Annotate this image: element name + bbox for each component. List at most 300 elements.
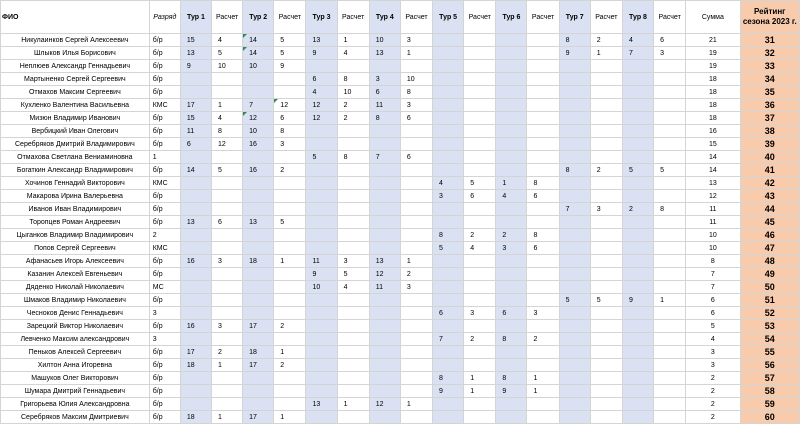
cell-tour-1[interactable]: [180, 177, 211, 190]
cell-calc-8[interactable]: [654, 411, 686, 424]
cell-sum[interactable]: 3: [686, 359, 740, 372]
cell-tour-6[interactable]: [496, 268, 527, 281]
cell-rank[interactable]: 38: [740, 125, 800, 138]
cell-calc-6[interactable]: [527, 86, 559, 99]
cell-tour-1[interactable]: [180, 268, 211, 281]
cell-razryad[interactable]: б/р: [149, 164, 180, 177]
cell-tour-8[interactable]: [622, 99, 653, 112]
cell-calc-4[interactable]: [400, 281, 432, 294]
cell-tour-2[interactable]: [243, 411, 274, 424]
cell-tour-2[interactable]: [243, 60, 274, 73]
cell-calc-8[interactable]: [654, 229, 686, 242]
cell-rank[interactable]: 51: [740, 294, 800, 307]
cell-calc-2[interactable]: [274, 346, 306, 359]
cell-razryad[interactable]: б/р: [149, 86, 180, 99]
cell-rank[interactable]: 44: [740, 203, 800, 216]
cell-calc-1[interactable]: [212, 138, 243, 151]
cell-tour-2[interactable]: [243, 307, 274, 320]
cell-calc-6[interactable]: [527, 190, 559, 203]
cell-tour-1[interactable]: [180, 346, 211, 359]
cell-sum[interactable]: 11: [686, 203, 740, 216]
cell-tour-2[interactable]: [243, 255, 274, 268]
cell-calc-7[interactable]: [590, 125, 622, 138]
cell-tour-7[interactable]: [559, 385, 590, 398]
cell-tour-2[interactable]: [243, 372, 274, 385]
cell-tour-5[interactable]: [433, 216, 464, 229]
cell-calc-6[interactable]: [527, 294, 559, 307]
cell-tour-5[interactable]: [433, 385, 464, 398]
cell-calc-6[interactable]: [527, 398, 559, 411]
cell-calc-6[interactable]: [527, 307, 559, 320]
cell-calc-8[interactable]: [654, 86, 686, 99]
cell-calc-8[interactable]: [654, 164, 686, 177]
cell-calc-1[interactable]: [212, 99, 243, 112]
cell-tour-6[interactable]: [496, 190, 527, 203]
cell-tour-1[interactable]: [180, 385, 211, 398]
cell-calc-3[interactable]: [337, 294, 369, 307]
cell-tour-8[interactable]: [622, 268, 653, 281]
cell-tour-6[interactable]: [496, 229, 527, 242]
cell-calc-7[interactable]: [590, 242, 622, 255]
cell-rank[interactable]: 35: [740, 86, 800, 99]
cell-calc-7[interactable]: [590, 190, 622, 203]
cell-calc-3[interactable]: [337, 112, 369, 125]
cell-calc-1[interactable]: [212, 268, 243, 281]
cell-tour-1[interactable]: [180, 307, 211, 320]
cell-tour-8[interactable]: [622, 281, 653, 294]
cell-tour-1[interactable]: [180, 190, 211, 203]
cell-rank[interactable]: 53: [740, 320, 800, 333]
cell-calc-4[interactable]: [400, 411, 432, 424]
cell-tour-5[interactable]: [433, 177, 464, 190]
cell-calc-1[interactable]: [212, 281, 243, 294]
cell-tour-5[interactable]: [433, 320, 464, 333]
cell-name[interactable]: Торопцев Роман Андреевич: [1, 216, 150, 229]
cell-calc-7[interactable]: [590, 307, 622, 320]
cell-calc-8[interactable]: [654, 307, 686, 320]
cell-calc-2[interactable]: [274, 190, 306, 203]
cell-name[interactable]: Серебряков Дмитрий Владимирович: [1, 138, 150, 151]
cell-tour-5[interactable]: [433, 229, 464, 242]
cell-razryad[interactable]: б/р: [149, 190, 180, 203]
cell-razryad[interactable]: б/р: [149, 385, 180, 398]
cell-calc-7[interactable]: [590, 177, 622, 190]
cell-tour-8[interactable]: [622, 255, 653, 268]
cell-calc-8[interactable]: [654, 151, 686, 164]
cell-name[interactable]: Шмаков Владимир Николаевич: [1, 294, 150, 307]
cell-tour-4[interactable]: [369, 255, 400, 268]
cell-razryad[interactable]: б/р: [149, 138, 180, 151]
cell-calc-6[interactable]: [527, 255, 559, 268]
cell-calc-6[interactable]: [527, 60, 559, 73]
cell-tour-4[interactable]: [369, 151, 400, 164]
cell-calc-6[interactable]: [527, 73, 559, 86]
cell-tour-1[interactable]: [180, 138, 211, 151]
cell-tour-7[interactable]: [559, 177, 590, 190]
comment-indicator-icon[interactable]: [274, 99, 278, 103]
cell-tour-2[interactable]: [243, 190, 274, 203]
comment-indicator-icon[interactable]: [243, 47, 247, 51]
cell-tour-5[interactable]: [433, 255, 464, 268]
cell-calc-1[interactable]: [212, 372, 243, 385]
cell-tour-2[interactable]: [243, 268, 274, 281]
cell-calc-3[interactable]: [337, 333, 369, 346]
cell-tour-7[interactable]: [559, 112, 590, 125]
cell-calc-4[interactable]: [400, 333, 432, 346]
cell-calc-1[interactable]: [212, 359, 243, 372]
cell-calc-4[interactable]: [400, 216, 432, 229]
cell-rank[interactable]: 36: [740, 99, 800, 112]
header-tour-1[interactable]: Тур 1: [180, 1, 211, 34]
cell-sum[interactable]: 14: [686, 151, 740, 164]
cell-tour-4[interactable]: [369, 203, 400, 216]
cell-calc-1[interactable]: [212, 333, 243, 346]
cell-calc-2[interactable]: [274, 268, 306, 281]
cell-calc-8[interactable]: [654, 268, 686, 281]
cell-tour-7[interactable]: [559, 398, 590, 411]
cell-rank[interactable]: 50: [740, 281, 800, 294]
cell-tour-4[interactable]: [369, 86, 400, 99]
cell-calc-2[interactable]: [274, 242, 306, 255]
cell-tour-2[interactable]: [243, 164, 274, 177]
cell-tour-2[interactable]: [243, 47, 274, 60]
cell-rank[interactable]: 43: [740, 190, 800, 203]
cell-calc-3[interactable]: [337, 411, 369, 424]
cell-calc-7[interactable]: [590, 398, 622, 411]
cell-tour-2[interactable]: [243, 99, 274, 112]
cell-tour-5[interactable]: [433, 411, 464, 424]
cell-tour-5[interactable]: [433, 138, 464, 151]
cell-tour-2[interactable]: [243, 242, 274, 255]
cell-calc-1[interactable]: [212, 34, 243, 47]
cell-sum[interactable]: 7: [686, 281, 740, 294]
cell-rank[interactable]: 48: [740, 255, 800, 268]
cell-tour-5[interactable]: [433, 203, 464, 216]
cell-tour-8[interactable]: [622, 294, 653, 307]
cell-tour-7[interactable]: [559, 86, 590, 99]
cell-calc-2[interactable]: [274, 151, 306, 164]
cell-calc-7[interactable]: [590, 99, 622, 112]
cell-calc-3[interactable]: [337, 268, 369, 281]
header-razryad[interactable]: Разряд: [149, 1, 180, 34]
cell-calc-2[interactable]: [274, 372, 306, 385]
cell-calc-4[interactable]: [400, 203, 432, 216]
cell-tour-8[interactable]: [622, 359, 653, 372]
cell-tour-3[interactable]: [306, 346, 337, 359]
cell-tour-4[interactable]: [369, 99, 400, 112]
cell-calc-6[interactable]: [527, 268, 559, 281]
cell-calc-4[interactable]: [400, 177, 432, 190]
cell-calc-6[interactable]: [527, 34, 559, 47]
cell-calc-5[interactable]: [464, 164, 496, 177]
cell-tour-2[interactable]: [243, 398, 274, 411]
cell-tour-3[interactable]: [306, 242, 337, 255]
cell-tour-7[interactable]: [559, 268, 590, 281]
cell-rank[interactable]: 39: [740, 138, 800, 151]
cell-calc-5[interactable]: [464, 99, 496, 112]
cell-sum[interactable]: 11: [686, 216, 740, 229]
cell-name[interactable]: Серебряков Максим Дмитриевич: [1, 411, 150, 424]
cell-tour-4[interactable]: [369, 164, 400, 177]
cell-tour-8[interactable]: [622, 229, 653, 242]
cell-calc-7[interactable]: [590, 372, 622, 385]
cell-sum[interactable]: 18: [686, 73, 740, 86]
cell-tour-1[interactable]: [180, 34, 211, 47]
cell-calc-4[interactable]: [400, 255, 432, 268]
cell-rank[interactable]: 49: [740, 268, 800, 281]
cell-tour-1[interactable]: [180, 151, 211, 164]
cell-calc-4[interactable]: [400, 34, 432, 47]
cell-tour-6[interactable]: [496, 294, 527, 307]
cell-sum[interactable]: 6: [686, 294, 740, 307]
cell-tour-4[interactable]: [369, 242, 400, 255]
cell-tour-1[interactable]: [180, 411, 211, 424]
cell-tour-7[interactable]: [559, 320, 590, 333]
cell-tour-5[interactable]: [433, 333, 464, 346]
cell-tour-7[interactable]: [559, 255, 590, 268]
cell-tour-7[interactable]: [559, 138, 590, 151]
cell-calc-5[interactable]: [464, 320, 496, 333]
cell-tour-3[interactable]: [306, 255, 337, 268]
cell-calc-8[interactable]: [654, 112, 686, 125]
cell-calc-8[interactable]: [654, 216, 686, 229]
cell-calc-3[interactable]: [337, 385, 369, 398]
header-rank[interactable]: Рейтинг сезона 2023 г.: [740, 1, 800, 34]
cell-calc-1[interactable]: [212, 307, 243, 320]
cell-tour-5[interactable]: [433, 151, 464, 164]
cell-calc-2[interactable]: [274, 229, 306, 242]
cell-sum[interactable]: 19: [686, 47, 740, 60]
cell-calc-7[interactable]: [590, 320, 622, 333]
cell-tour-7[interactable]: [559, 34, 590, 47]
cell-tour-3[interactable]: [306, 307, 337, 320]
cell-tour-4[interactable]: [369, 125, 400, 138]
cell-tour-6[interactable]: [496, 281, 527, 294]
cell-calc-8[interactable]: [654, 99, 686, 112]
cell-tour-5[interactable]: [433, 190, 464, 203]
cell-calc-2[interactable]: [274, 281, 306, 294]
cell-calc-3[interactable]: [337, 177, 369, 190]
cell-calc-1[interactable]: [212, 255, 243, 268]
cell-tour-5[interactable]: [433, 346, 464, 359]
cell-tour-4[interactable]: [369, 411, 400, 424]
cell-rank[interactable]: 52: [740, 307, 800, 320]
cell-calc-5[interactable]: [464, 190, 496, 203]
cell-calc-8[interactable]: [654, 47, 686, 60]
cell-name[interactable]: Шумара Дмитрий Геннадьевич: [1, 385, 150, 398]
cell-sum[interactable]: 10: [686, 242, 740, 255]
cell-calc-3[interactable]: [337, 359, 369, 372]
header-fio[interactable]: ФИО: [1, 1, 150, 34]
cell-tour-3[interactable]: [306, 112, 337, 125]
cell-razryad[interactable]: б/р: [149, 112, 180, 125]
cell-tour-7[interactable]: [559, 216, 590, 229]
cell-tour-1[interactable]: [180, 359, 211, 372]
cell-tour-7[interactable]: [559, 229, 590, 242]
cell-calc-3[interactable]: [337, 398, 369, 411]
cell-tour-5[interactable]: [433, 294, 464, 307]
cell-tour-1[interactable]: [180, 255, 211, 268]
cell-tour-3[interactable]: [306, 47, 337, 60]
cell-calc-1[interactable]: [212, 177, 243, 190]
cell-tour-8[interactable]: [622, 346, 653, 359]
cell-tour-5[interactable]: [433, 359, 464, 372]
cell-tour-6[interactable]: [496, 34, 527, 47]
cell-tour-7[interactable]: [559, 281, 590, 294]
cell-calc-8[interactable]: [654, 346, 686, 359]
cell-calc-1[interactable]: [212, 346, 243, 359]
cell-tour-7[interactable]: [559, 242, 590, 255]
cell-name[interactable]: Никулаинков Сергей Алексеевич: [1, 34, 150, 47]
cell-tour-3[interactable]: [306, 216, 337, 229]
cell-calc-6[interactable]: [527, 320, 559, 333]
cell-calc-5[interactable]: [464, 346, 496, 359]
cell-rank[interactable]: 41: [740, 164, 800, 177]
cell-rank[interactable]: 32: [740, 47, 800, 60]
cell-calc-8[interactable]: [654, 255, 686, 268]
cell-tour-2[interactable]: [243, 385, 274, 398]
cell-calc-7[interactable]: [590, 255, 622, 268]
cell-razryad[interactable]: КМС: [149, 242, 180, 255]
cell-calc-4[interactable]: [400, 268, 432, 281]
cell-calc-8[interactable]: [654, 281, 686, 294]
cell-tour-2[interactable]: [243, 86, 274, 99]
cell-name[interactable]: Мизюн Владимир Иванович: [1, 112, 150, 125]
cell-calc-1[interactable]: [212, 151, 243, 164]
cell-calc-7[interactable]: [590, 229, 622, 242]
cell-calc-2[interactable]: [274, 125, 306, 138]
cell-name[interactable]: Хочинов Геннадий Викторович: [1, 177, 150, 190]
cell-calc-1[interactable]: [212, 411, 243, 424]
cell-calc-3[interactable]: [337, 320, 369, 333]
cell-tour-2[interactable]: [243, 203, 274, 216]
cell-tour-1[interactable]: [180, 73, 211, 86]
cell-calc-4[interactable]: [400, 242, 432, 255]
cell-sum[interactable]: 6: [686, 307, 740, 320]
cell-calc-6[interactable]: [527, 359, 559, 372]
cell-name[interactable]: Дяденко Николай Николаевич: [1, 281, 150, 294]
cell-sum[interactable]: 2: [686, 398, 740, 411]
cell-tour-6[interactable]: [496, 385, 527, 398]
cell-sum[interactable]: 16: [686, 125, 740, 138]
cell-calc-7[interactable]: [590, 47, 622, 60]
cell-tour-8[interactable]: [622, 60, 653, 73]
cell-tour-1[interactable]: [180, 242, 211, 255]
cell-tour-6[interactable]: [496, 164, 527, 177]
cell-calc-3[interactable]: [337, 216, 369, 229]
cell-calc-5[interactable]: [464, 372, 496, 385]
cell-sum[interactable]: 10: [686, 229, 740, 242]
cell-tour-4[interactable]: [369, 177, 400, 190]
cell-calc-7[interactable]: [590, 60, 622, 73]
cell-calc-5[interactable]: [464, 138, 496, 151]
cell-tour-2[interactable]: [243, 333, 274, 346]
cell-calc-4[interactable]: [400, 125, 432, 138]
cell-sum[interactable]: 2: [686, 372, 740, 385]
cell-calc-7[interactable]: [590, 151, 622, 164]
cell-calc-3[interactable]: [337, 203, 369, 216]
cell-calc-6[interactable]: [527, 112, 559, 125]
cell-razryad[interactable]: КМС: [149, 99, 180, 112]
cell-calc-1[interactable]: [212, 60, 243, 73]
cell-calc-4[interactable]: [400, 99, 432, 112]
cell-tour-3[interactable]: [306, 385, 337, 398]
cell-tour-3[interactable]: [306, 177, 337, 190]
cell-calc-6[interactable]: [527, 151, 559, 164]
cell-razryad[interactable]: б/р: [149, 411, 180, 424]
cell-calc-3[interactable]: [337, 255, 369, 268]
cell-calc-2[interactable]: [274, 294, 306, 307]
cell-name[interactable]: Зарецкий Виктор Николаевич: [1, 320, 150, 333]
cell-sum[interactable]: 12: [686, 190, 740, 203]
cell-rank[interactable]: 54: [740, 333, 800, 346]
cell-razryad[interactable]: б/р: [149, 294, 180, 307]
cell-tour-4[interactable]: [369, 60, 400, 73]
cell-calc-5[interactable]: [464, 307, 496, 320]
cell-tour-7[interactable]: [559, 73, 590, 86]
cell-razryad[interactable]: 1: [149, 151, 180, 164]
cell-calc-4[interactable]: [400, 346, 432, 359]
cell-calc-4[interactable]: [400, 86, 432, 99]
cell-sum[interactable]: 19: [686, 60, 740, 73]
cell-calc-6[interactable]: [527, 164, 559, 177]
cell-tour-6[interactable]: [496, 138, 527, 151]
cell-calc-2[interactable]: [274, 320, 306, 333]
cell-calc-4[interactable]: [400, 138, 432, 151]
cell-calc-5[interactable]: [464, 73, 496, 86]
cell-razryad[interactable]: б/р: [149, 359, 180, 372]
cell-tour-5[interactable]: [433, 34, 464, 47]
cell-calc-4[interactable]: [400, 372, 432, 385]
cell-tour-6[interactable]: [496, 177, 527, 190]
cell-name[interactable]: Хилтон Анна Игоревна: [1, 359, 150, 372]
cell-tour-6[interactable]: [496, 359, 527, 372]
cell-calc-6[interactable]: [527, 229, 559, 242]
cell-tour-1[interactable]: [180, 372, 211, 385]
header-tour-8[interactable]: Тур 8: [622, 1, 653, 34]
cell-calc-1[interactable]: [212, 398, 243, 411]
cell-tour-8[interactable]: [622, 203, 653, 216]
cell-sum[interactable]: 18: [686, 86, 740, 99]
cell-razryad[interactable]: б/р: [149, 268, 180, 281]
cell-razryad[interactable]: МС: [149, 281, 180, 294]
cell-calc-1[interactable]: [212, 47, 243, 60]
cell-razryad[interactable]: КМС: [149, 177, 180, 190]
cell-tour-4[interactable]: [369, 359, 400, 372]
cell-calc-7[interactable]: [590, 411, 622, 424]
cell-tour-3[interactable]: [306, 86, 337, 99]
cell-rank[interactable]: 31: [740, 34, 800, 47]
cell-calc-6[interactable]: [527, 216, 559, 229]
cell-tour-2[interactable]: [243, 359, 274, 372]
cell-calc-1[interactable]: [212, 229, 243, 242]
cell-calc-7[interactable]: [590, 294, 622, 307]
cell-calc-1[interactable]: [212, 164, 243, 177]
cell-calc-5[interactable]: [464, 359, 496, 372]
cell-tour-2[interactable]: [243, 346, 274, 359]
cell-sum[interactable]: 8: [686, 255, 740, 268]
cell-tour-3[interactable]: [306, 372, 337, 385]
cell-tour-4[interactable]: [369, 216, 400, 229]
cell-calc-5[interactable]: [464, 86, 496, 99]
cell-calc-5[interactable]: [464, 60, 496, 73]
cell-name[interactable]: Цыганков Владимир Владимирович: [1, 229, 150, 242]
cell-tour-8[interactable]: [622, 177, 653, 190]
cell-calc-6[interactable]: [527, 125, 559, 138]
cell-calc-6[interactable]: [527, 203, 559, 216]
cell-razryad[interactable]: б/р: [149, 73, 180, 86]
cell-tour-5[interactable]: [433, 281, 464, 294]
